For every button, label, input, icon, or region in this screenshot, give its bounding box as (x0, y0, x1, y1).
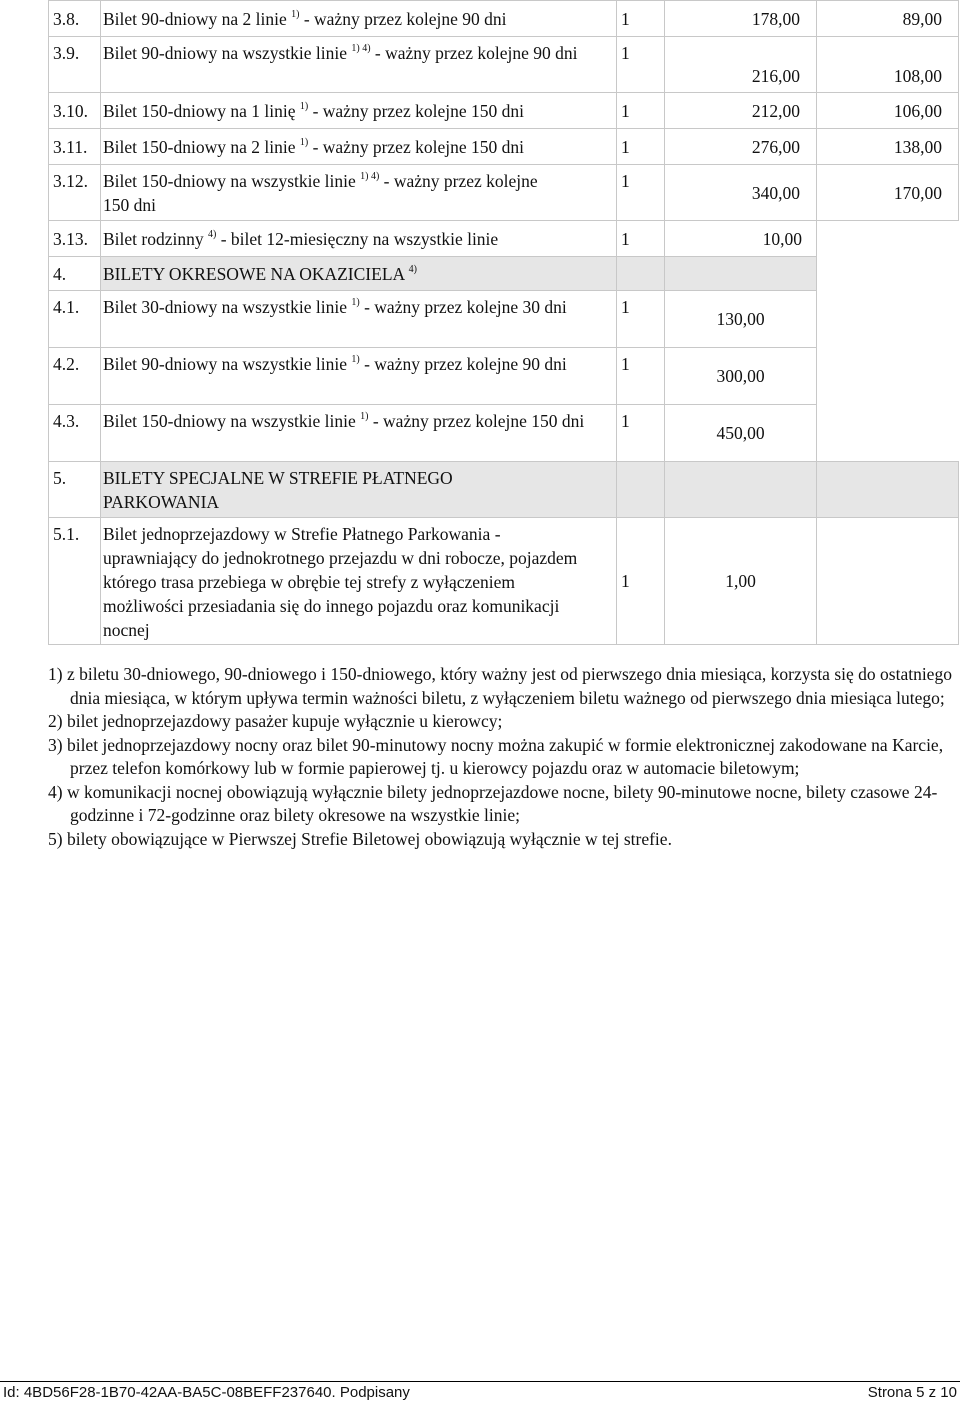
row-price-reduced: 106,00 (817, 93, 959, 129)
row-description (101, 291, 617, 348)
row-price: 300,00 (665, 348, 817, 405)
row-price-normal: 340,00 (665, 165, 817, 221)
footnote-ref: 1) (299, 100, 309, 112)
table-row (49, 37, 959, 93)
row-description (101, 129, 617, 165)
table-row (49, 291, 959, 348)
section-number: 5. (49, 462, 101, 518)
row-quantity: 1 (617, 518, 665, 645)
row-description (101, 405, 617, 462)
row-price: 1,00 (665, 518, 817, 645)
empty-cell (817, 221, 959, 257)
row-price-reduced: 108,00 (817, 37, 959, 93)
fare-table (48, 0, 959, 645)
row-quantity: 1 (617, 93, 665, 129)
section-spacer (665, 462, 817, 518)
empty-cell (817, 348, 959, 405)
row-number: 5.1. (49, 518, 101, 645)
ticket-name: Bilet 90-dniowy na wszystkie linie (103, 354, 347, 374)
row-price-normal: 276,00 (665, 129, 817, 165)
footnote-3: 3) bilet jednoprzejazdowy nocny oraz bilet 90-minutowy nocny można zakupić w formie elektronicznej zakodowane na Karcie, przez telefon komórkowy lub w formie papierowej tj. u kierowcy pojazdu oraz w automacie biletowym; (48, 734, 944, 778)
row-number: 3.9. (49, 37, 101, 93)
ticket-name: Bilet 150-dniowy na 1 linię (103, 100, 296, 121)
ticket-validity: - ważny przez kolejne 150 dni (368, 411, 585, 431)
table-row (49, 348, 959, 405)
row-number: 3.11. (49, 129, 101, 165)
ticket-validity: - ważny przez kolejne 150 dni (308, 100, 524, 121)
footnote-ref: 1) (299, 136, 309, 148)
table-row (49, 129, 959, 165)
section-spacer (617, 462, 665, 518)
row-number: 4.2. (49, 348, 101, 405)
ticket-name: Bilet 90-dniowy na 2 linie (103, 8, 287, 29)
footnote-ref: 4) (408, 263, 417, 275)
table-row (49, 165, 959, 221)
row-description (101, 37, 617, 93)
section-title (101, 257, 617, 291)
row-price-reduced: 138,00 (817, 129, 959, 165)
ticket-name: Bilet jednoprzejazdowy w Strefie Płatnego Parkowania (103, 524, 491, 544)
ticket-name: Bilet 30-dniowy na wszystkie linie (103, 297, 347, 317)
row-quantity: 1 (617, 1, 665, 37)
ticket-validity: - ważny przez kolejne 90 dni (370, 43, 578, 63)
table-row (49, 1, 959, 37)
ticket-validity: - bilet 12-miesięczny na wszystkie linie (216, 228, 499, 249)
ticket-name: Bilet 150-dniowy na wszystkie linie (103, 171, 356, 191)
empty-cell (817, 257, 959, 291)
row-price-reduced: 170,00 (817, 165, 959, 221)
ticket-name: Bilet rodzinny (103, 228, 204, 249)
row-quantity: 1 (617, 37, 665, 93)
section-spacer (817, 462, 959, 518)
document-id: Id: 4BD56F28-1B70-42AA-BA5C-08BEFF237640. Podpisany (3, 1384, 410, 1401)
row-price-normal: 212,00 (665, 93, 817, 129)
section-title: BILETY SPECJALNE W STREFIE PŁATNEGO PARKOWANIA (101, 462, 617, 518)
page-footer (0, 1381, 960, 1404)
table-row (49, 93, 959, 129)
footnote-1: 1) z biletu 30-dniowego, 90-dniowego i 150-dniowego, który ważny jest od pierwszego dnia miesiąca, korzysta się do ostatniego dnia miesiąca, w którym upływa termin ważności biletu, z wyłączeniem biletu ważnego od pierwszego dnia miesiąca lutego; (48, 664, 952, 708)
ticket-validity: - ważny przez kolejne 150 dni (308, 136, 524, 157)
table-row (49, 405, 959, 462)
row-number: 3.10. (49, 93, 101, 129)
row-price: 130,00 (665, 291, 817, 348)
row-quantity: 1 (617, 129, 665, 165)
ticket-validity: - ważny przez kolejne 30 dni (359, 297, 567, 317)
section-row (49, 462, 959, 518)
footnote-2: 2) bilet jednoprzejazdowy pasażer kupuje wyłącznie u kierowcy; (48, 711, 503, 731)
row-number: 3.8. (49, 1, 101, 37)
row-price: 450,00 (665, 405, 817, 462)
footnote-ref: 1) (351, 297, 360, 308)
row-quantity: 1 (617, 405, 665, 462)
ticket-name: Bilet 90-dniowy na wszystkie linie (103, 43, 347, 63)
footnotes (48, 663, 960, 851)
row-description (101, 165, 617, 221)
empty-cell (817, 405, 959, 462)
section-spacer (665, 257, 817, 291)
footnote-ref: 1) (351, 354, 360, 365)
ticket-name: Bilet 150-dniowy na wszystkie linie (103, 411, 356, 431)
row-quantity: 1 (617, 348, 665, 405)
footnote-ref: 1) 4) (351, 43, 371, 54)
empty-cell (817, 518, 959, 645)
footnote-ref: 1) (360, 411, 369, 422)
footnote-5: 5) bilety obowiązujące w Pierwszej Strefie Biletowej obowiązują wyłącznie w tej strefie. (48, 828, 672, 849)
row-number: 3.13. (49, 221, 101, 257)
row-price-reduced: 89,00 (817, 1, 959, 37)
row-price-normal: 216,00 (665, 37, 817, 93)
section-row (49, 257, 959, 291)
ticket-validity: - ważny przez kolejne 90 dni (359, 354, 567, 374)
section-title-text: BILETY OKRESOWE NA OKAZICIELA (103, 263, 405, 284)
ticket-validity: - uprawniający do jednokrotnego przejazdu w dni robocze, pojazdem którego trasa przebiega w obrębie tej strefy z wyłączeniem możliwości przesiadania się do innego pojazdu oraz komunikacji nocnej (103, 524, 578, 640)
row-number: 4.3. (49, 405, 101, 462)
row-price-normal: 178,00 (665, 1, 817, 37)
row-description (101, 93, 617, 129)
row-description (101, 221, 617, 257)
footnote-ref: 4) (207, 228, 217, 240)
page-number: Strona 5 z 10 (867, 1384, 957, 1401)
empty-cell (817, 291, 959, 348)
footnote-ref: 1) 4) (360, 171, 380, 182)
ticket-validity: - ważny przez kolejne 150 dni (103, 171, 538, 215)
row-quantity: 1 (617, 221, 665, 257)
row-description (101, 518, 617, 645)
row-description (101, 348, 617, 405)
footnote-ref: 1) (291, 8, 300, 20)
table-row (49, 221, 959, 257)
row-quantity: 1 (617, 291, 665, 348)
row-number: 4.1. (49, 291, 101, 348)
row-number: 3.12. (49, 165, 101, 221)
footnote-4: 4) w komunikacji nocnej obowiązują wyłącznie bilety jednoprzejazdowe nocne, bilety 90-minutowe nocne, bilety czasowe 24-godzinne i 72-godzinne oraz bilety okresowe na wszystkie linie; (48, 781, 938, 825)
row-description (101, 1, 617, 37)
section-number: 4. (49, 257, 101, 291)
table-row (49, 518, 959, 645)
ticket-name: Bilet 150-dniowy na 2 linie (103, 136, 296, 157)
ticket-validity: - ważny przez kolejne 90 dni (299, 8, 507, 29)
section-spacer (617, 257, 665, 291)
row-price: 10,00 (665, 221, 817, 257)
row-quantity: 1 (617, 165, 665, 221)
